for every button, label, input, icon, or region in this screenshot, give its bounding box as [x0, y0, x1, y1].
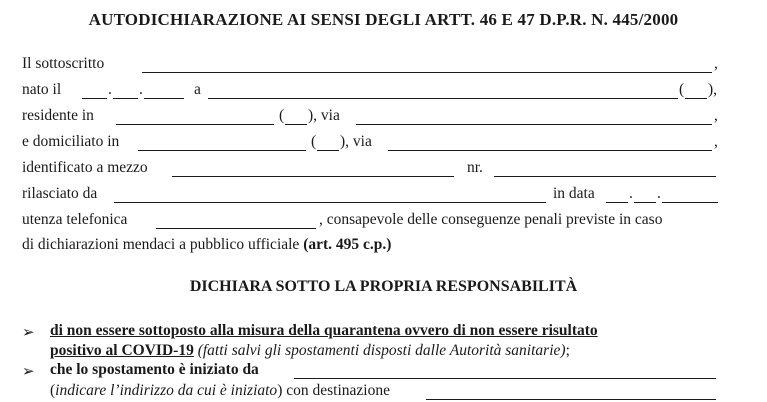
- bullet-2-line-1: [50, 361, 722, 381]
- field-start-address[interactable]: [294, 364, 716, 379]
- field-issue-month[interactable]: [634, 188, 656, 203]
- bullet-2-line-2: [50, 382, 722, 402]
- bullet-2-hint: indicare l’indirizzo da cui è iniziato: [55, 382, 278, 399]
- bullet-1-covid: positivo al COVID-19: [50, 342, 194, 359]
- section-heading: DICHIARA SOTTO LA PROPRIA RESPONSABILITÀ: [189, 278, 578, 295]
- field-id-document[interactable]: [172, 162, 454, 177]
- label-a: a: [194, 81, 201, 98]
- comma-2: ,: [714, 107, 718, 124]
- field-name[interactable]: [142, 58, 712, 73]
- bullet-1-end: ;: [565, 342, 570, 359]
- label-via-1: ), via: [308, 107, 340, 124]
- document-title: AUTODICHIARAZIONE AI SENSI DEGLI ARTT. 46 E 47 D.P.R. N. 445/2000: [88, 10, 679, 29]
- field-domicile-city[interactable]: [138, 136, 306, 151]
- field-residence-city[interactable]: [116, 110, 274, 125]
- line-rilasciato: [22, 183, 722, 205]
- label-sottoscritto: Il sottoscritto: [22, 55, 105, 72]
- label-consapevole: , consapevole delle conseguenze penali previste in caso: [319, 211, 663, 228]
- field-phone[interactable]: [156, 214, 316, 229]
- label-via-2: ), via: [340, 133, 372, 150]
- field-id-number[interactable]: [494, 162, 716, 177]
- field-destination[interactable]: [426, 385, 716, 400]
- line-utenza: [22, 209, 722, 231]
- bullet-2-destinazione: ) con destinazione: [277, 382, 390, 399]
- field-birth-day[interactable]: [82, 84, 107, 99]
- bullet-2-text: che lo spostamento è iniziato da: [50, 361, 259, 378]
- comma-1: ,: [714, 55, 718, 72]
- label-rilasciato-da: rilasciato da: [22, 185, 98, 202]
- line-identificato: [22, 157, 722, 179]
- field-residence-province[interactable]: [285, 110, 307, 125]
- arrow-bullet-icon: ➢: [22, 325, 35, 341]
- prov-open-3: (: [311, 133, 317, 150]
- prov-open-1: (: [679, 81, 685, 98]
- field-residence-street[interactable]: [356, 110, 712, 125]
- field-domicile-street[interactable]: [388, 136, 712, 151]
- label-residente-in: residente in: [22, 107, 94, 124]
- field-issue-day[interactable]: [606, 188, 628, 203]
- field-domicile-province[interactable]: [317, 136, 339, 151]
- mendaci-text: di dichiarazioni mendaci a pubblico ufficiale: [22, 236, 304, 253]
- line-nato: [22, 79, 722, 101]
- label-domiciliato-in: e domiciliato in: [22, 133, 120, 150]
- label-nato-il: nato il: [22, 81, 62, 98]
- label-nr: nr.: [467, 159, 483, 176]
- label-identificato: identificato a mezzo: [22, 159, 148, 176]
- field-issue-year[interactable]: [662, 188, 718, 203]
- bullet-1-note: (fatti salvi gli spostamenti disposti dalle Autorità sanitarie): [193, 342, 566, 359]
- line-residente: [22, 105, 722, 127]
- label-utenza-telefonica: utenza telefonica: [22, 211, 128, 228]
- bullet-2-open: (: [50, 382, 56, 399]
- date-sep-3: .: [629, 185, 633, 202]
- field-birth-province[interactable]: [685, 84, 707, 99]
- arrow-bullet-icon: ➢: [22, 364, 35, 380]
- field-birth-year[interactable]: [144, 84, 184, 99]
- field-issuer[interactable]: [114, 188, 546, 203]
- date-sep-2: .: [139, 81, 143, 98]
- date-sep-1: .: [108, 81, 112, 98]
- field-birth-month[interactable]: [113, 84, 138, 99]
- date-sep-4: .: [657, 185, 661, 202]
- bullet-1-line-2: [50, 342, 570, 360]
- comma-3: ,: [714, 133, 718, 150]
- prov-open-2: (: [279, 107, 285, 124]
- line-mendaci: [22, 236, 391, 254]
- field-birth-place[interactable]: [208, 84, 678, 99]
- label-in-data: in data: [553, 185, 595, 202]
- line-domiciliato: [22, 131, 722, 153]
- prov-close-1: ),: [708, 81, 718, 98]
- bullet-1-line-1: di non essere sottoposto alla misura della quarantena ovvero di non essere risultato: [50, 322, 598, 339]
- mendaci-reference: (art. 495 c.p.): [303, 236, 392, 253]
- line-sottoscritto: [22, 53, 722, 75]
